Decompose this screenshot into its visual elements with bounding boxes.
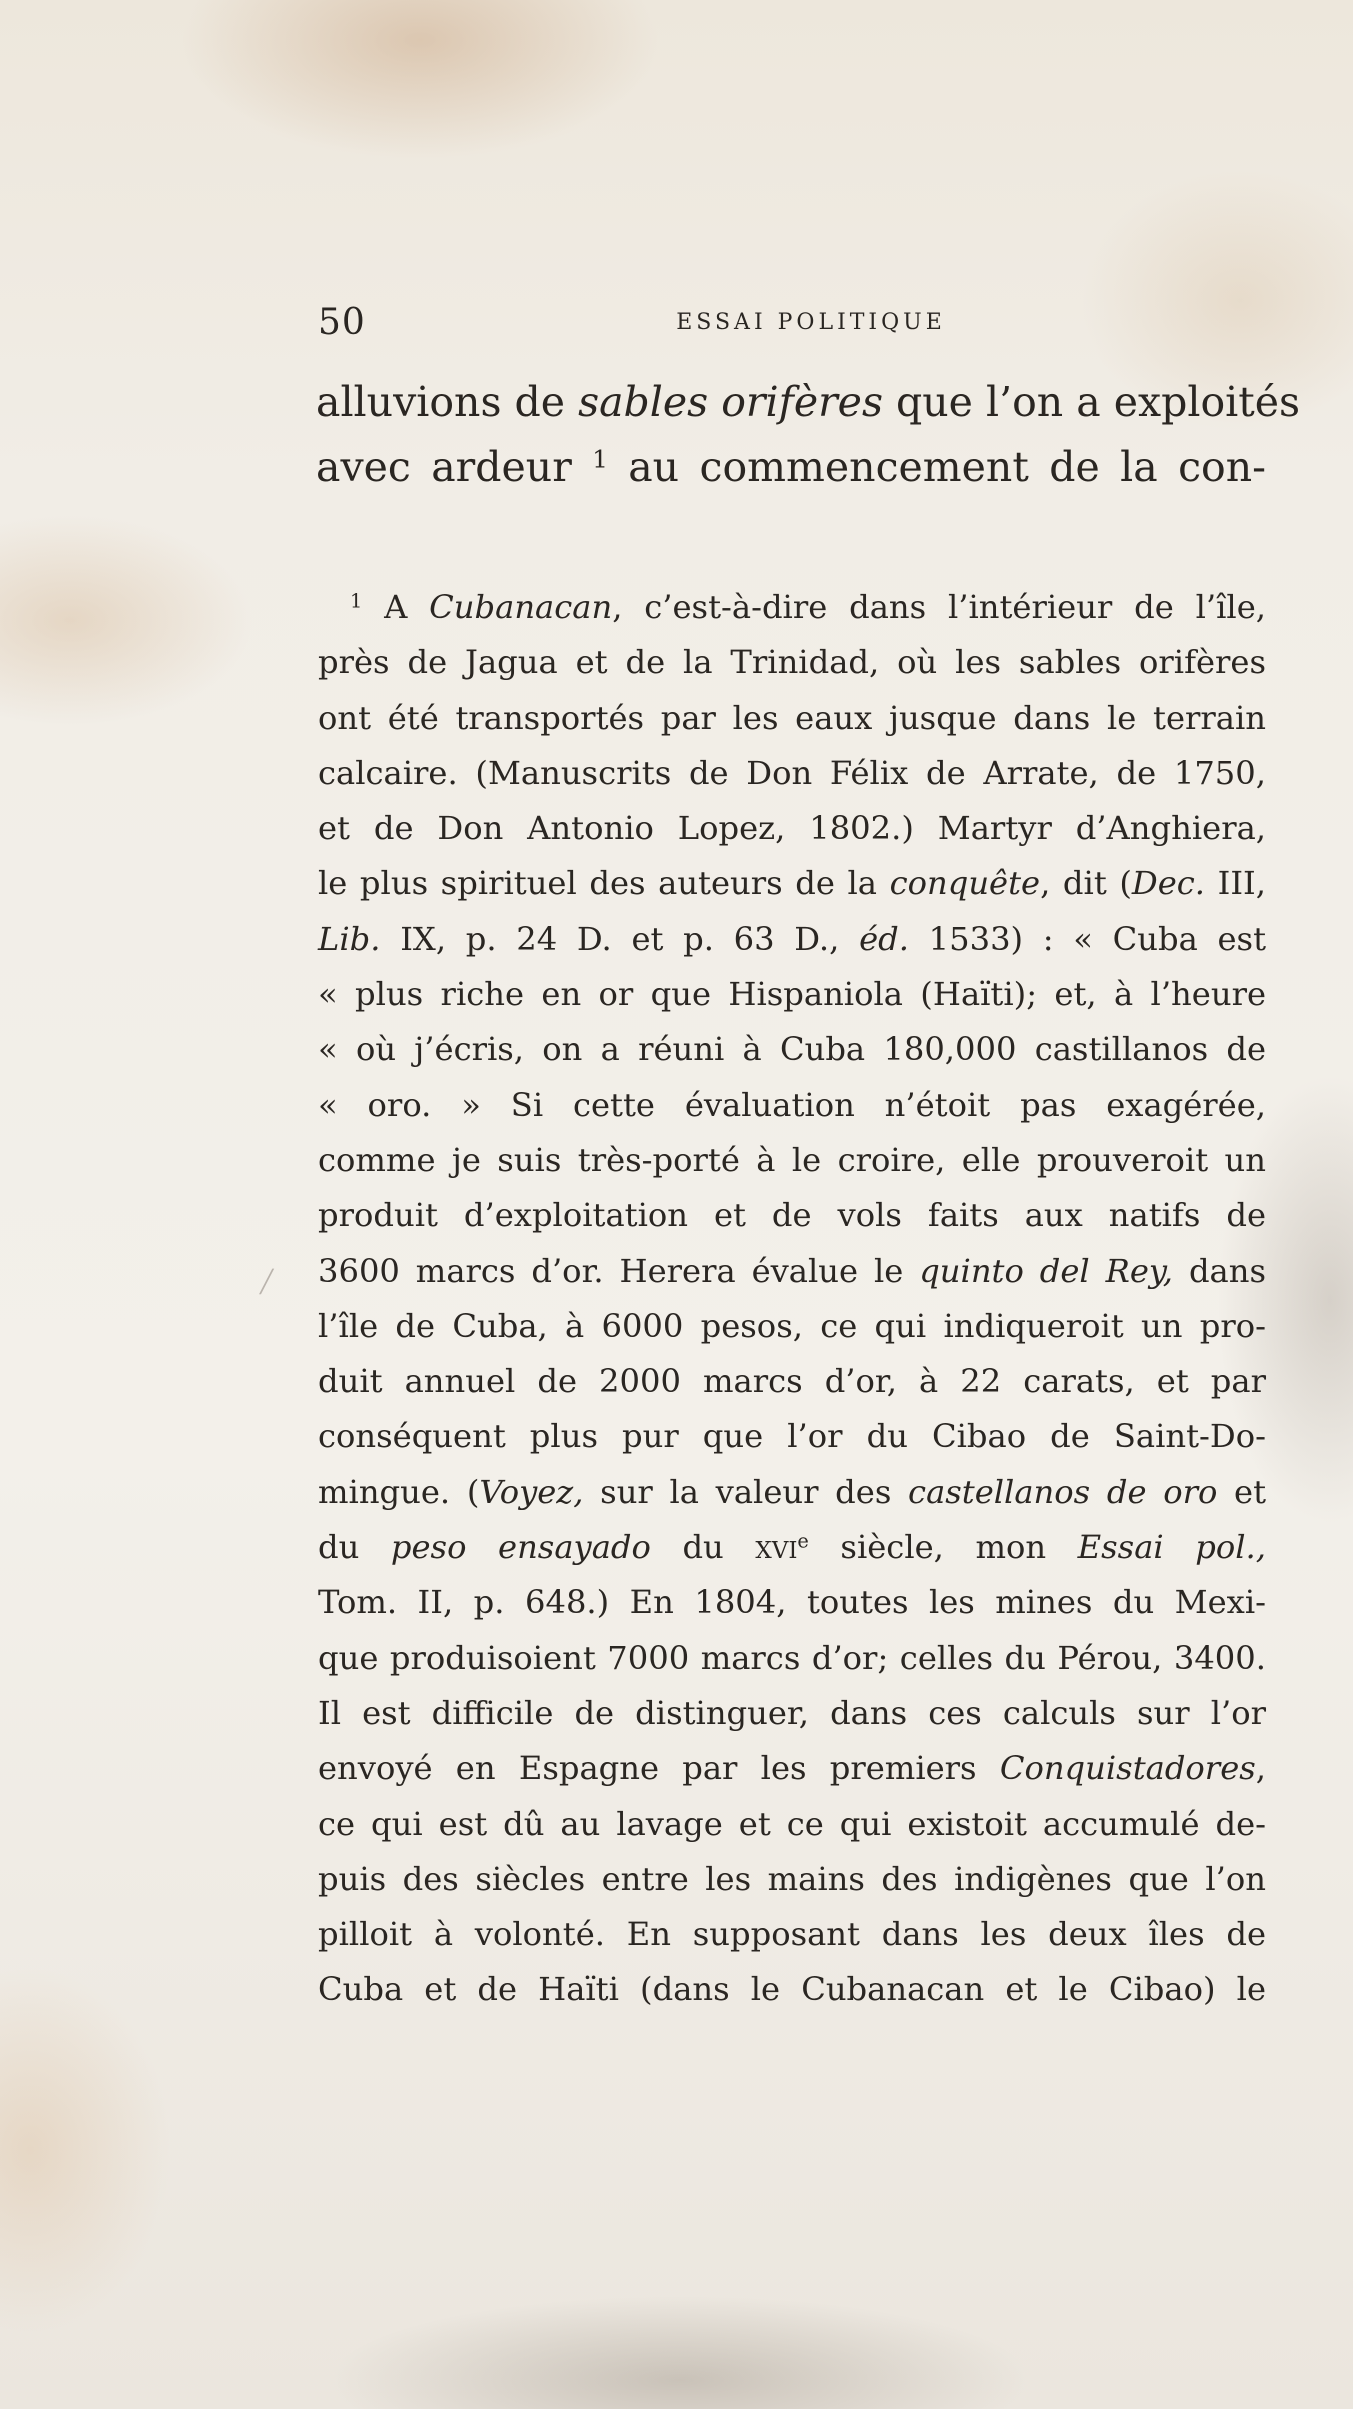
main-line: avec ardeur $^1$ au commencement de la con- (316, 443, 1266, 491)
footnote-line: « plus riche en or que Hispaniola (Haïti); et, à l’heure (318, 975, 1266, 1014)
footnote-line: « oro. » Si cette évaluation n’étoit pas exagérée, (318, 1085, 1266, 1124)
footnote-mark: 1 (350, 589, 363, 613)
footnote-line: près de Jagua et de la Trinidad, où les sables orifères (318, 643, 1266, 682)
footnote-line: $^1$ A Cubanacan, c’est-à-dire dans l’intérieur de l’île, (350, 588, 1266, 626)
footnote-line: calcaire. (Manuscrits de Don Félix de Arrate, de 1750, (318, 753, 1266, 792)
footnote-line: Tom. II, p. 648.) En 1804, toutes les mines du Mexi- (318, 1583, 1266, 1622)
footnote (318, 580, 1266, 2018)
running-title: ESSAI POLITIQUE (676, 310, 946, 335)
footnote-line: Lib. IX, p. 24 D. et p. 63 D., éd. 1533) : « Cuba est (318, 919, 1267, 958)
footnote-line: ont été transportés par les eaux jusque dans le terrain (318, 698, 1266, 737)
footnote-line: « où j’écris, on a réuni à Cuba 180,000 castillanos de (318, 1030, 1266, 1069)
footnote-line: conséquent plus pur que l’or du Cibao de Saint-Do- (318, 1417, 1266, 1456)
footnote-line: ce qui est dû au lavage et ce qui existoit accumulé de- (318, 1804, 1266, 1843)
footnote-line: puis des siècles entre les mains des indigènes que l’on (318, 1859, 1266, 1898)
footnote-line: comme je suis très-porté à le croire, elle prouveroit un (318, 1140, 1266, 1179)
footnote-line: 3600 marcs d’or. Herera évalue le quinto del Rey, dans (318, 1251, 1266, 1290)
footnote-line: et de Don Antonio Lopez, 1802.) Martyr d’Anghiera, (318, 809, 1266, 848)
footnote-line: produit d’exploitation et de vols faits aux natifs de (318, 1196, 1266, 1235)
paper-speck: ╱ (260, 1270, 274, 1295)
footnote-line: Cuba et de Haïti (dans le Cubanacan et le Cibao) le (318, 1970, 1266, 2009)
footnote-line: le plus spirituel des auteurs de la conquête, dit (Dec. III, (318, 864, 1266, 903)
footnote-line: duit annuel de 2000 marcs d’or, à 22 carats, et par (318, 1362, 1266, 1401)
footnote-reference: 1 (592, 444, 608, 474)
footnote-line: envoyé en Espagne par les premiers Conquistadores, (318, 1749, 1266, 1788)
main-text (316, 370, 1301, 500)
footnote-line: l’île de Cuba, à 6000 pesos, ce qui indiqueroit un pro- (318, 1306, 1266, 1345)
page-header (318, 300, 1264, 346)
footnote-line: pilloit à volonté. En supposant dans les deux îles de (318, 1915, 1266, 1954)
footnote-line: mingue. (Voyez, sur la valeur des castellanos de oro et (318, 1472, 1267, 1511)
footnote-line: du peso ensayado du xvi$^e$ siècle, mon Essai pol., (318, 1528, 1266, 1567)
main-line: alluvions de sables orifères que l’on a exploités (316, 378, 1301, 426)
footnote-line: Il est difficile de distinguer, dans ces calculs sur l’or (318, 1693, 1266, 1732)
footnote-line: que produisoient 7000 marcs d’or; celles du Pérou, 3400. (318, 1638, 1266, 1677)
page-number: 50 (318, 302, 366, 343)
